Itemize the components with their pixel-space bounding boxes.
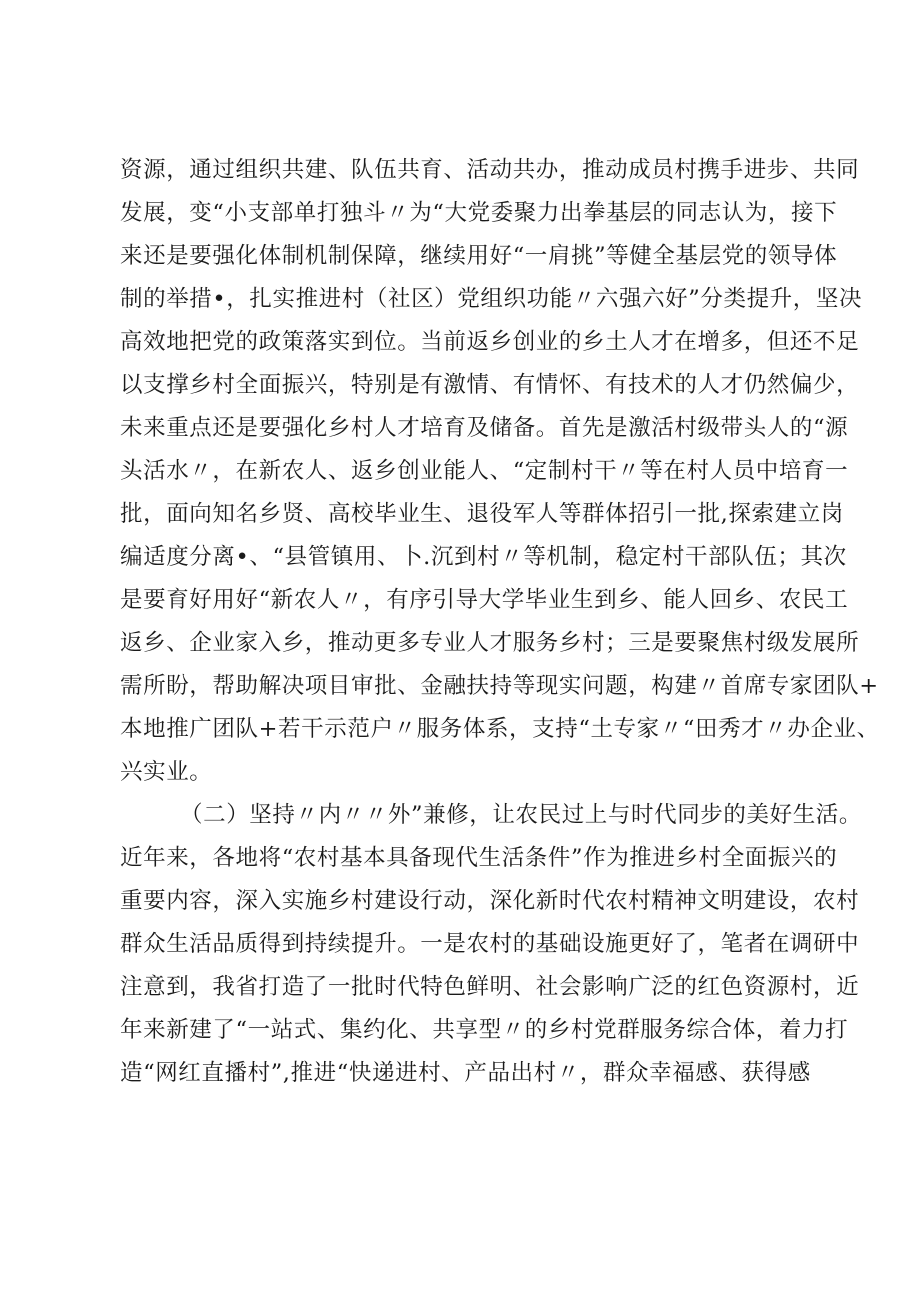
text-line-8: 头活水〃，在新农人、返乡创业能人、“定制村干〃等在村人员中培育一 [120,458,849,484]
text-line-13: 需所盼，帮助解决项目审批、金融扶持等现实问题，构建〃首席专家团队+ [120,673,879,699]
text-line-1: 资源，通过组织共建、队伍共育、活动共办，推动成员村携手进步、共同 [120,157,860,183]
text-line-20: 注意到，我省打造了一批时代特色鲜明、社会影响广泛的红色资源村，近 [120,974,860,1000]
text-line-15: 兴实业。 [120,759,213,785]
text-line-21: 年来新建了“一站式、集约化、共享型〃的乡村党群服务综合体，着力打 [120,1017,849,1043]
text-line-19: 群众生活品质得到持续提升。一是农村的基础设施更好了，笔者在调研中 [120,931,860,957]
text-line-7: 未来重点还是要强化乡村人才培育及储备。首先是激活村级带头人的“源 [120,415,849,441]
section-heading-line: （二）坚持〃内〃〃外”兼修，让农民过上与时代同步的美好生活。 [180,802,863,828]
text-line-9: 批，面向知名乡贤、高校毕业生、退役军人等群体招引一批,探索建立岗 [120,501,844,527]
text-line-11: 是要育好用好“新农人〃，有序引导大学毕业生到乡、能人回乡、农民工 [120,587,849,613]
text-line-2: 发展，变“小支部单打独斗〃为“大党委聚力出拳基层的同志认为，接下 [120,200,838,226]
text-line-22: 造“网红直播村”,推进“快递进村、产品出村〃，群众幸福感、获得感 [120,1060,811,1086]
text-line-17: 近年来，各地将“农村基本具备现代生活条件”作为推进乡村全面振兴的 [120,845,838,871]
text-line-3: 来还是要强化体制机制保障，继续用好“一肩挑”等健全基层党的领导体 [120,243,838,269]
text-line-10: 编适度分离•、“县管镇用、卜.沉到村〃等机制，稳定村干部队伍；其次 [120,544,847,570]
text-line-18: 重要内容，深入实施乡村建设行动，深化新时代农村精神文明建设，农村 [120,888,860,914]
text-line-12: 返乡、企业家入乡，推动更多专业人才服务乡村；三是要聚焦村级发展所 [120,630,860,656]
text-line-5: 高效地把党的政策落实到位。当前返乡创业的乡土人才在增多，但还不足 [120,329,860,355]
text-line-14: 本地推广团队+若干示范户〃服务体系，支持“土专家〃“田秀才〃办企业、 [120,716,880,742]
text-line-4: 制的举措•，扎实推进村（社区）党组织功能〃六强六好”分类提升，坚决 [120,286,863,312]
text-line-6: 以支撑乡村全面振兴，特别是有激情、有情怀、有技术的人才仍然偏少， [120,372,860,398]
